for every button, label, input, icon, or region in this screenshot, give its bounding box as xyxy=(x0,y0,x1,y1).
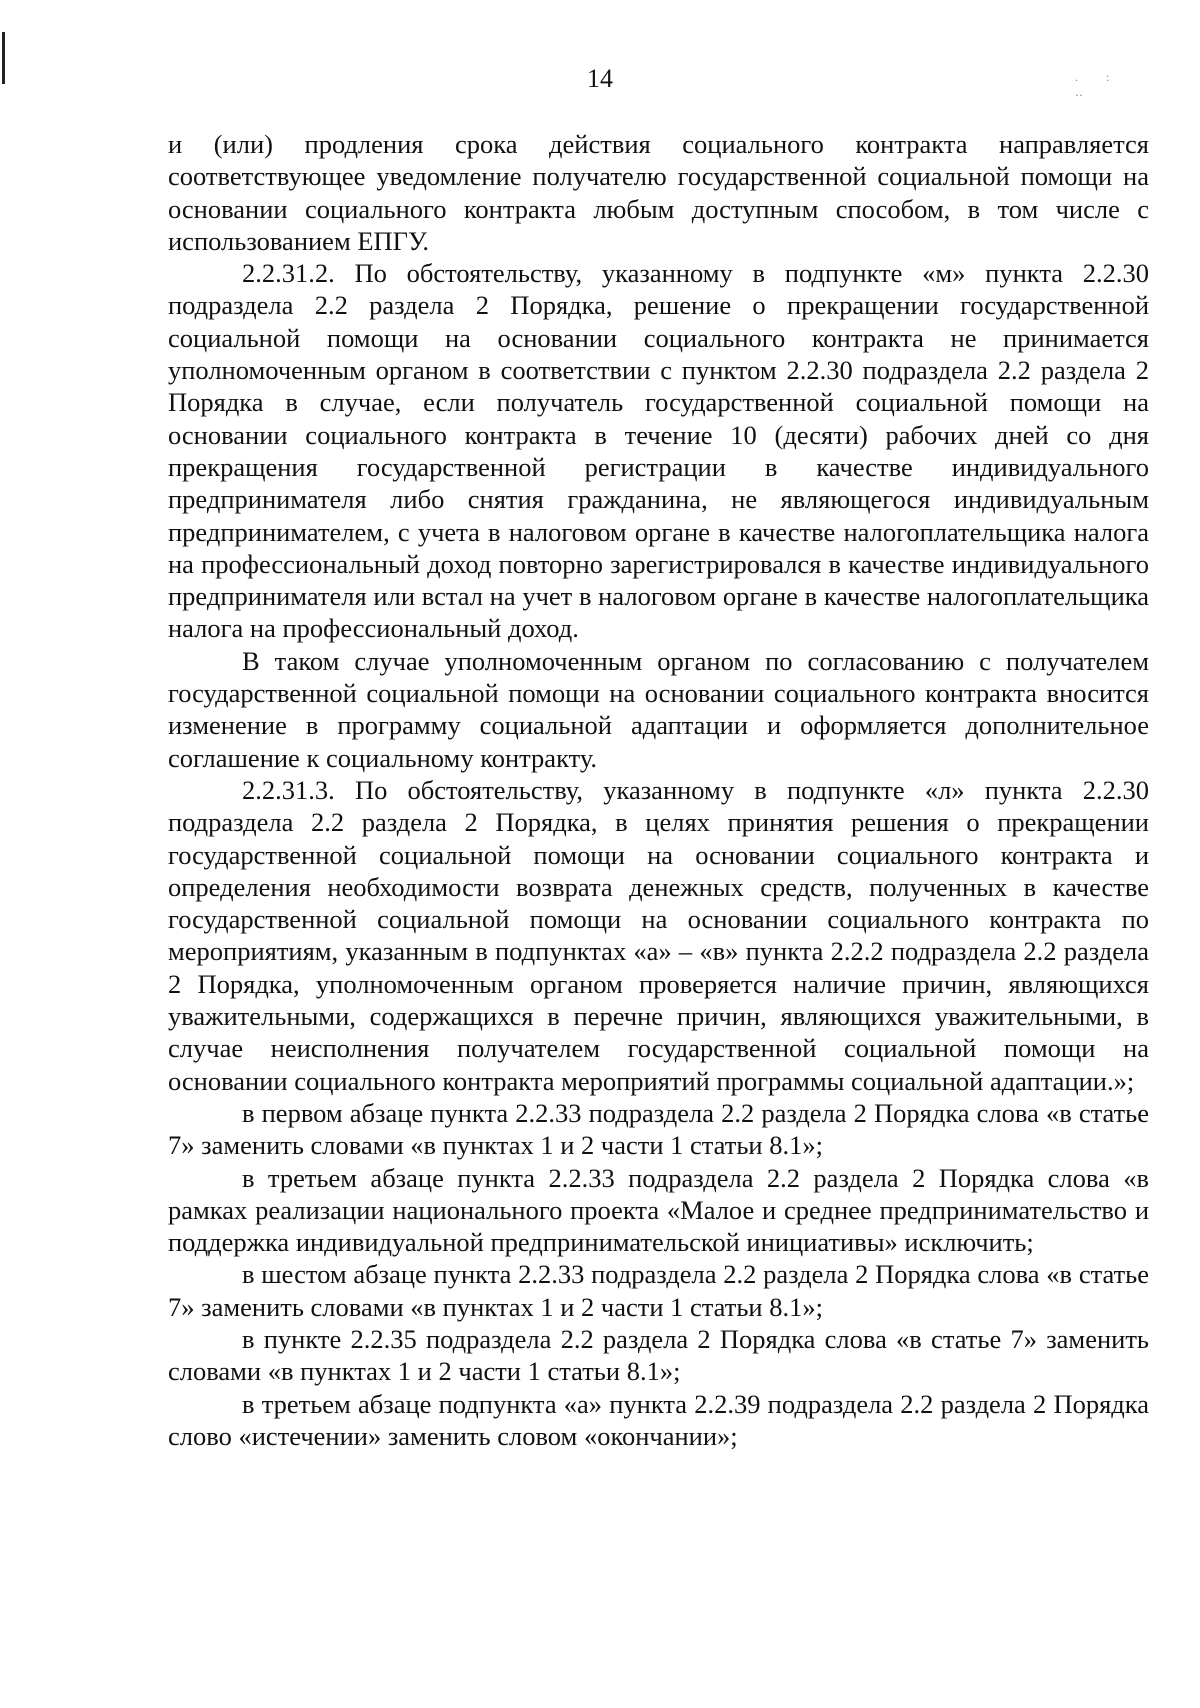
paragraph-agreement: В таком случае уполномоченным органом по согласованию с получателем государственной социальной помощи на основании социального контракта вносится изменение в программу социальной адаптации и оформляется дополнительное соглашение к социальному контракту. xyxy=(168,645,1149,773)
paragraph-2-2-31-2: 2.2.31.2. По обстоятельству, указанному в подпункте «м» пункта 2.2.30 подраздела 2.2 раздела 2 Порядка, решение о прекращении государственной социальной помощи на основании социального контракта не принимается уполномоченным органом в соответствии с пунктом 2.2.30 подраздела 2.2 раздела 2 Порядка в случае, если получатель государственной социальной помощи на основании социального контракта в течение 10 (десяти) рабочих дней со дня прекращения государственной регистрации в качестве индивидуального предпринимателя либо снятия гражданина, не являющегося индивидуальным предпринимателем, с учета в налоговом органе в качестве налогоплательщика налога на профессиональный доход повторно зарегистрировался в качестве индивидуального предпринимателя или встал на учет в налоговом органе в качестве налогоплательщика налога на профессиональный доход. xyxy=(168,258,1149,644)
page-number: 14 xyxy=(587,64,613,93)
paragraph-2-2-31-3: 2.2.31.3. По обстоятельству, указанному в подпункте «л» пункта 2.2.30 подраздела 2.2 раздела 2 Порядка, в целях принятия решения о прекращении государственной социальной помощи на основании социального контракта и определения необходимости возврата денежных средств, полученных в качестве государственной социальной помощи на основании социального контракта по мероприятиям, указанным в подпунктах «а» – «в» пункта 2.2.2 подраздела 2.2 раздела 2 Порядка, уполномоченным органом проверяется наличие причин, являющихся уважительными, содержащихся в перечне причин, являющихся уважительными, в случае неисполнения получателем государственной социальной помощи на основании социального контракта мероприятий программы социальной адаптации.»; xyxy=(168,774,1149,1096)
document-body xyxy=(168,128,1149,1452)
paragraph-amendment-4: в пункте 2.2.35 подраздела 2.2 раздела 2 Порядка слова «в статье 7» заменить словами «в пунктах 1 и 2 части 1 статьи 8.1»; xyxy=(168,1323,1149,1387)
paragraph-amendment-3: в шестом абзаце пункта 2.2.33 подраздела 2.2 раздела 2 Порядка слова «в статье 7» заменить словами «в пунктах 1 и 2 части 1 статьи 8.1»; xyxy=(168,1259,1149,1322)
paragraph-amendment-1: в первом абзаце пункта 2.2.33 подраздела 2.2 раздела 2 Порядка слова «в статье 7» заменить словами «в пунктах 1 и 2 части 1 статьи 8.1»; xyxy=(168,1097,1149,1161)
paragraph-amendment-5: в третьем абзаце подпункта «а» пункта 2.2.39 подраздела 2.2 раздела 2 Порядка слово «истечении» заменить словом «окончании»; xyxy=(168,1388,1149,1451)
paragraph-amendment-2: в третьем абзаце пункта 2.2.33 подраздела 2.2 раздела 2 Порядка слова «в рамках реализации национального проекта «Малое и среднее предпринимательство и поддержка индивидуальной предпринимательской инициативы» исключить; xyxy=(168,1162,1149,1258)
scan-specks: .: ‥ xyxy=(1075,70,1138,99)
paragraph-continuation: и (или) продления срока действия социального контракта направляется соответствующее уведомление получателю государственной социальной помощи на основании социального контракта любым доступным способом, в том числе с использованием ЕПГУ. xyxy=(168,129,1149,256)
